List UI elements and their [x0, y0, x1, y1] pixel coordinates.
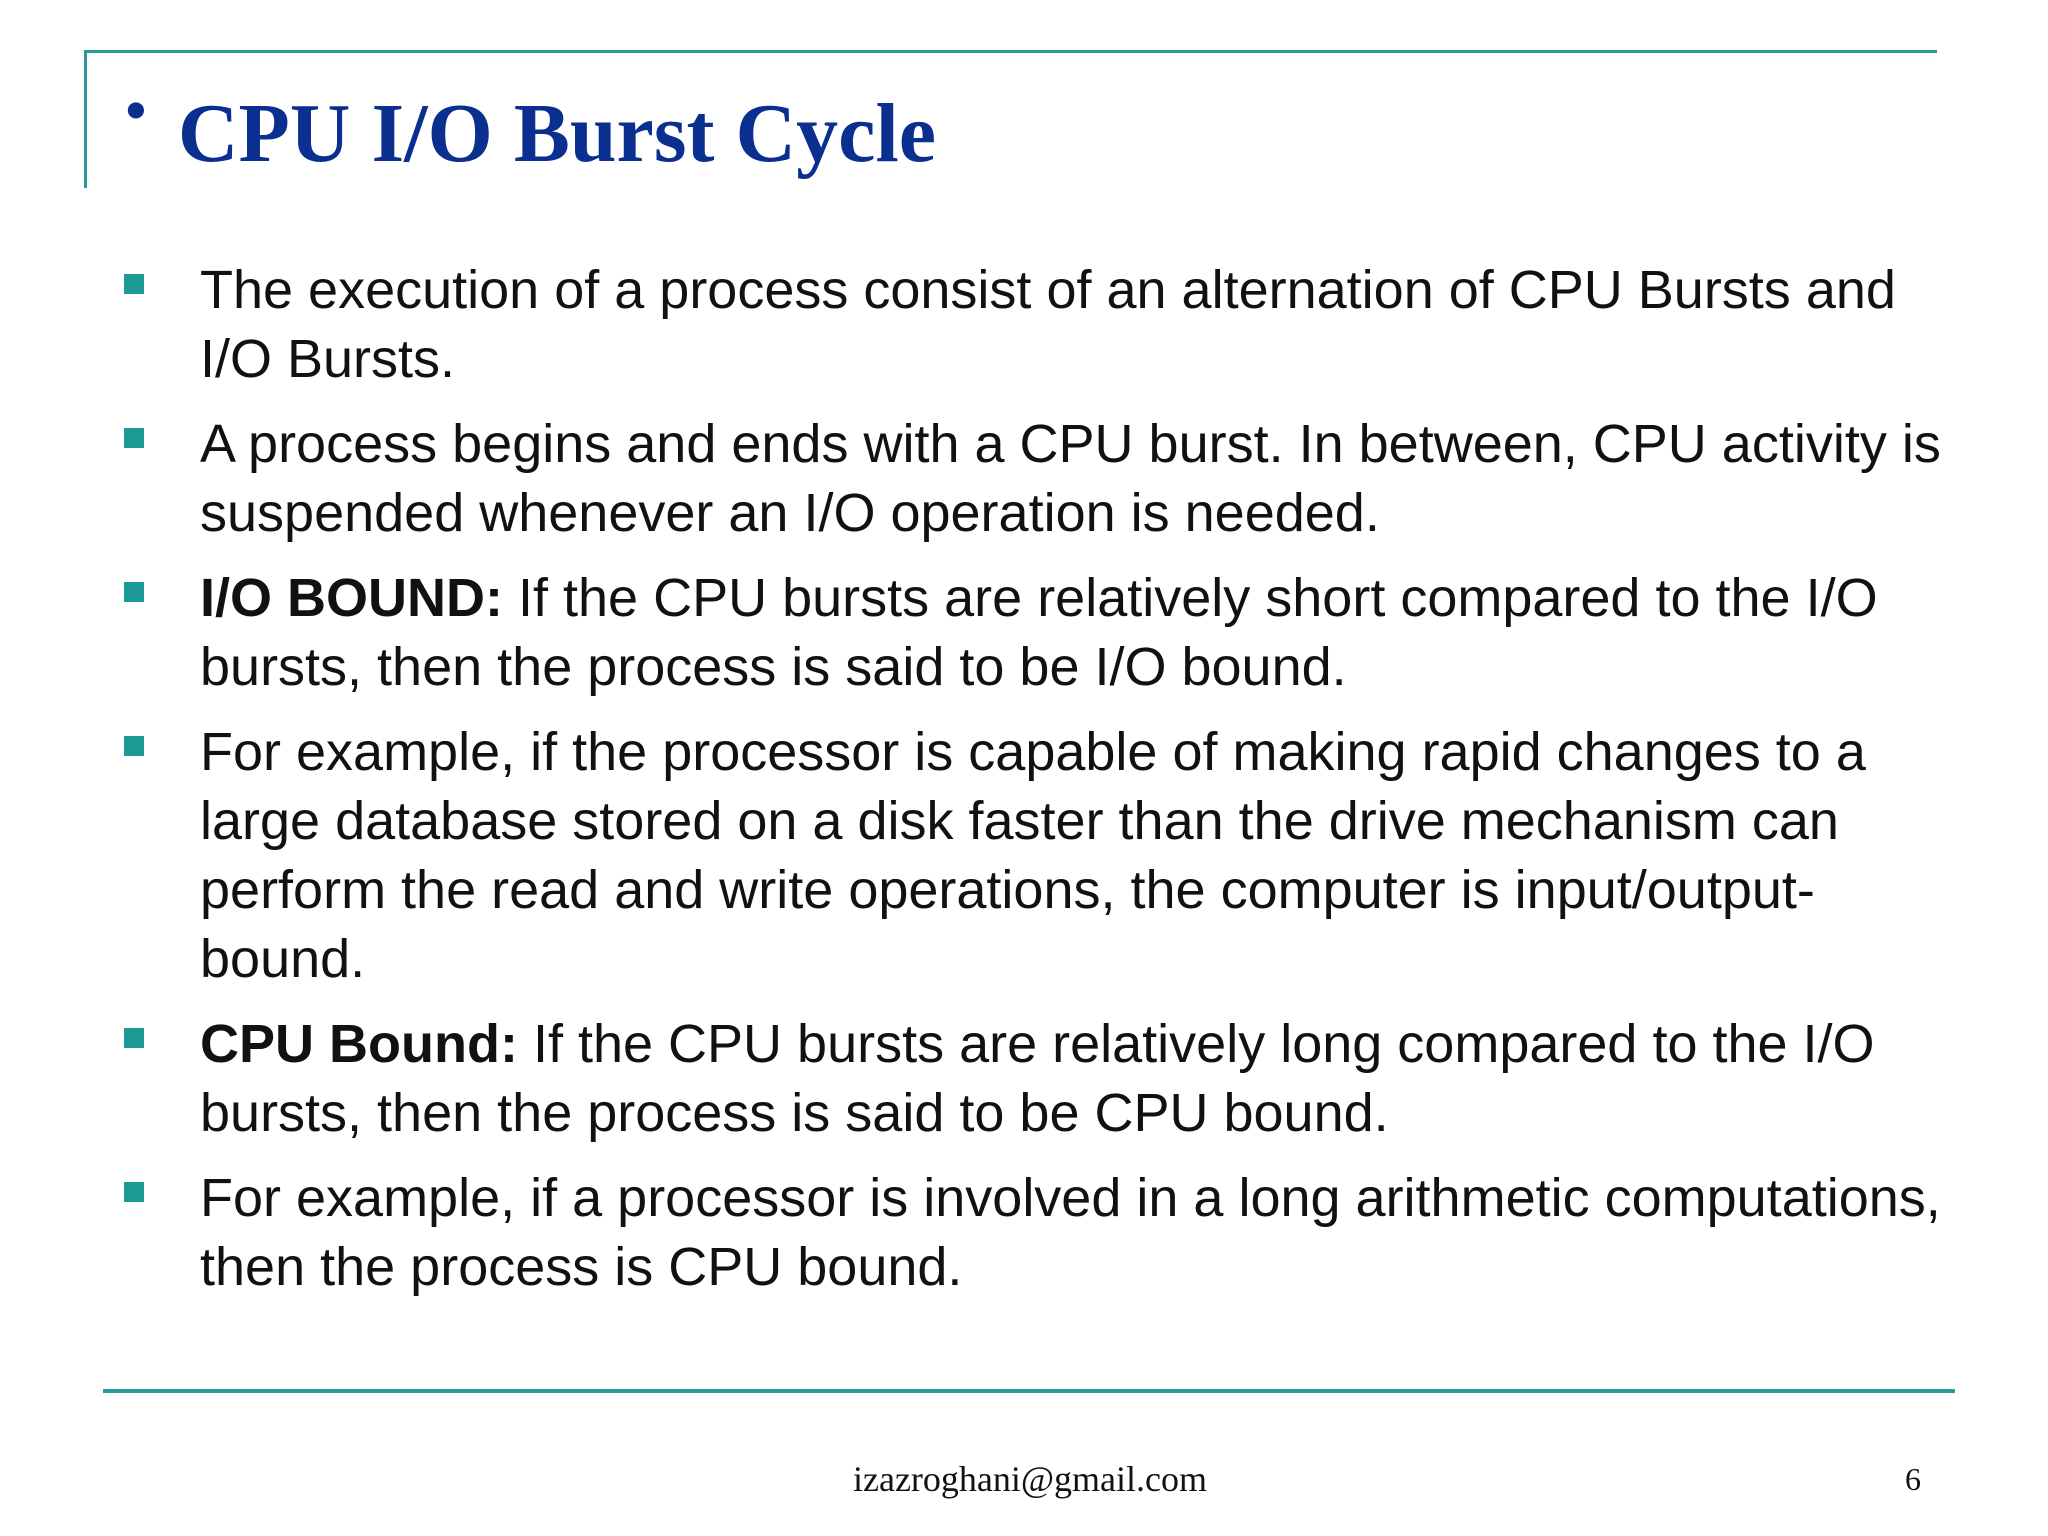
bullet-body: For example, if the processor is capable of making rapid changes to a large database stored on a disk faster than the drive mechanism can perform the read and write operations, the computer is input/output-bound.: [200, 722, 1866, 989]
bullet-body: If the CPU bursts are relatively long compared to the I/O bursts, then the process is said to be CPU bound.: [200, 1014, 1875, 1143]
bullet-body: The execution of a process consist of an alternation of CPU Bursts and I/O Bursts.: [200, 260, 1896, 389]
bullet-list: [124, 256, 1944, 1318]
footer-email: izazroghani@gmail.com: [852, 1459, 1208, 1499]
title-bullet: •: [124, 72, 148, 148]
bullet-bold-label: I/O BOUND:: [200, 568, 503, 628]
bullet-item: [124, 1010, 1944, 1148]
title-row: [124, 72, 937, 184]
slide-title: CPU I/O Burst Cycle: [177, 87, 937, 180]
bullet-item: [124, 410, 1944, 548]
bullet-item: [124, 256, 1944, 394]
square-bullet-icon: [124, 274, 144, 294]
bullet-item: [124, 564, 1944, 702]
square-bullet-icon: [124, 736, 144, 756]
bullet-item: [124, 718, 1944, 994]
square-bullet-icon: [124, 428, 144, 448]
square-bullet-icon: [124, 1182, 144, 1202]
bullet-text: [200, 1010, 1944, 1148]
bullet-item: [124, 1164, 1944, 1302]
bullet-text: [200, 564, 1944, 702]
square-bullet-icon: [124, 1028, 144, 1048]
bullet-body: A process begins and ends with a CPU burst. In between, CPU activity is suspended whenever an I/O operation is needed.: [200, 414, 1941, 543]
bullet-body: If the CPU bursts are relatively short compared to the I/O bursts, then the process is said to be I/O bound.: [200, 568, 1878, 697]
footer-divider: [103, 1389, 1955, 1393]
bullet-bold-label: CPU Bound:: [200, 1014, 518, 1074]
bullet-text: [200, 410, 1944, 548]
title-frame-top-line: [84, 50, 1937, 53]
page-number: 6: [1905, 1461, 1921, 1497]
title-frame-left-line: [84, 50, 87, 188]
square-bullet-icon: [124, 582, 144, 602]
bullet-text: [200, 256, 1944, 394]
bullet-text: [200, 1164, 1944, 1302]
bullet-text: [200, 718, 1944, 994]
bullet-body: For example, if a processor is involved in a long arithmetic computations, then the process is CPU bound.: [200, 1168, 1941, 1297]
